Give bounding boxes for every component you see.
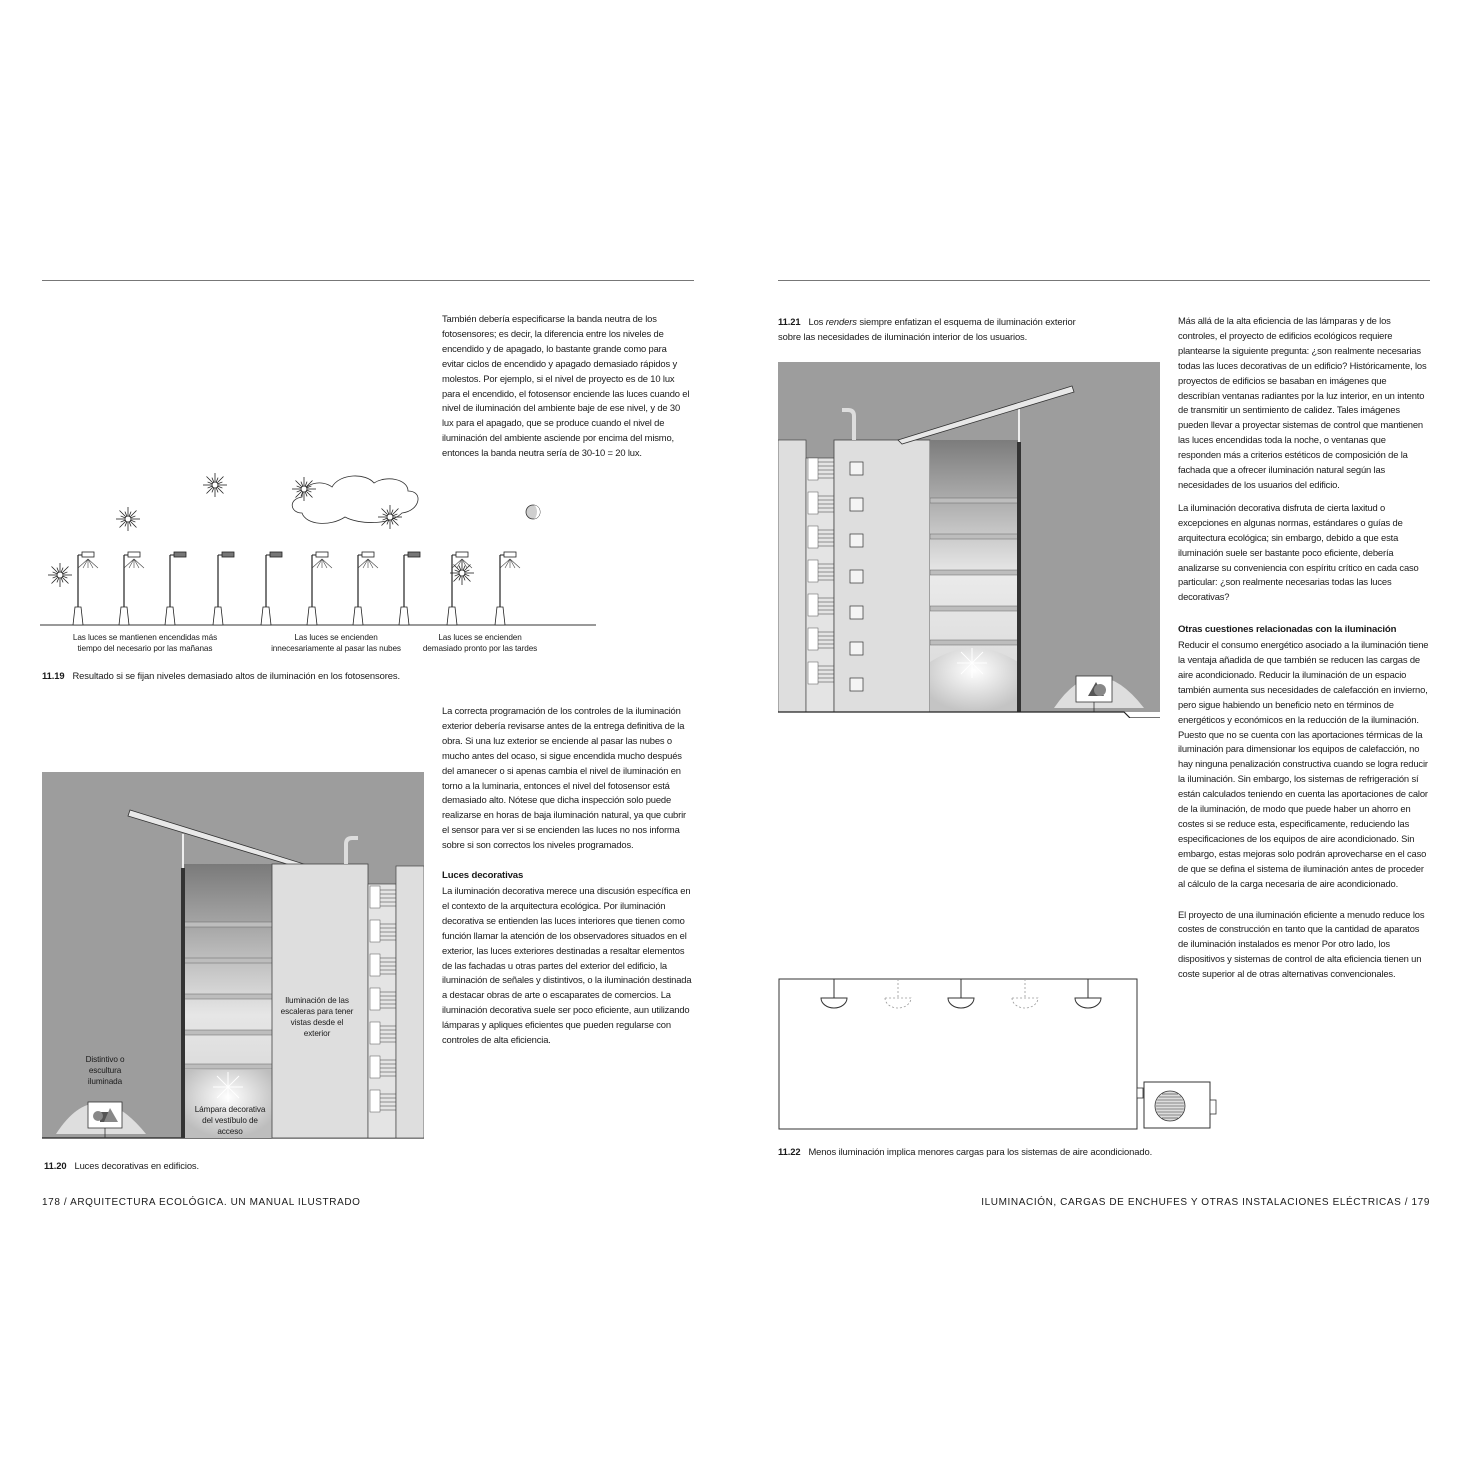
intro-paragraph — [442, 312, 690, 469]
figure-11-19-streetlights — [40, 455, 610, 635]
heading-decorative-lights: Luces decorativas — [442, 870, 524, 882]
streetlight-icon — [307, 552, 332, 625]
caption-11-19 — [42, 670, 400, 681]
window — [850, 606, 863, 619]
caption-11-20 — [44, 1160, 199, 1171]
streetlight-icon — [165, 552, 186, 625]
caption-emphasis: renders — [825, 316, 857, 327]
decorative-text: La iluminación decorativa merece una discusión específica en el contexto de la arquitectura ecológica. Por iluminación decorativa se entienden las luces interiores que tienen como función llamar la atención de los observadores situados en el exterior, las luces exteriores destinadas a resaltar elementos de las fachadas u otras partes del exterior del edificio, la iluminación de señales y distintivos, o la iluminación destinada a destacar obras de arte o escaparates de comercios. La iluminación decorativa suele ser poco eficiente, aun utilizando lámparas y apliques eficientes que pueden regularse con controles de alta eficiencia. — [442, 884, 692, 1046]
streetlight-icon — [495, 552, 520, 625]
label-sign: Distintivo o escultura iluminada — [85, 1055, 125, 1086]
caption-text-pre: Los — [808, 316, 826, 327]
paragraph-1: Más allá de la alta eficiencia de las lámparas y de los controles, el proyecto de edificios ecológicos requiere plantearse la siguiente pregunta: ¿son realmente necesarias todas las luces decorativas de un edificio? Históricamente, los proyectos de edificios se basaban en imágenes que describían ventanas radiantes por la luz interior, en un intento de transmitir un sentimiento de calidez. Tales imágenes pueden llevar a proyectar sistemas de control que mantienen las luces encendidas toda la noche, o ventanas que responden más a criterios estéticos de composición de la fachada que a ofrecer iluminación natural según las necesidades de los usuarios del edificio. — [1178, 315, 1427, 490]
streetlight-icon — [447, 552, 472, 625]
cloud-shape — [292, 476, 418, 523]
programming-paragraph — [442, 704, 692, 1056]
window — [850, 498, 863, 511]
paragraph-4: El proyecto de una iluminación eficiente a menudo reduce los costes de construcción en tanto que la cantidad de aparatos de iluminación instalados es menor Por otro lado, los dispositivos y sistemas de control de alta eficiencia tienen un coste superior al de otras alternativas convencionales. — [1178, 908, 1425, 980]
window — [850, 570, 863, 583]
label-morning: Las luces se mantienen encendidas más tiempo del necesario por las mañanas — [72, 633, 218, 653]
intro-text: También debería especificarse la banda neutra de los fotosensores; es decir, la diferencia entre los niveles de encendido y de apagado, lo bastante grande como para evitar ciclos de encendido y apagado demasiado rápidos y molestos. Por ejemplo, si el nivel de proyecto es de 10 lux para el encendido, el fotosensor enciende las luces cuando el nivel de iluminación del ambiente baje de ese nivel, y de 30 lux para el apagado, que se produce cuando el nivel de iluminación del ambiente asciende por encima del mismo, entonces la banda neutra sería de 30-10 = 20 lux. — [442, 313, 690, 459]
caption-text: Resultado si se fijan niveles demasiado altos de iluminación en los fotosensores. — [72, 670, 400, 681]
window — [850, 534, 863, 547]
figure-11-21-render — [778, 362, 1160, 718]
window — [850, 678, 863, 691]
footer-left: 178 / ARQUITECTURA ECOLÓGICA. UN MANUAL ILUSTRADO — [42, 1197, 361, 1208]
footer-right: ILUMINACIÓN, CARGAS DE ENCHUFES Y OTRAS INSTALACIONES ELÉCTRICAS / 179 — [981, 1197, 1430, 1208]
streetlight-icon — [399, 552, 420, 625]
top-rule-left — [42, 280, 694, 281]
sun-icon — [116, 507, 140, 531]
streetlight-icon — [213, 552, 234, 625]
label-clouds: Las luces se encienden innecesariamente al pasar las nubes — [271, 633, 401, 653]
caption-text-line2: sobre las necesidades de iluminación interior de los usuarios. — [778, 331, 1028, 342]
right-text-column — [1178, 314, 1430, 990]
top-rule-right — [778, 280, 1430, 281]
ac-fan-icon — [1155, 1091, 1185, 1121]
programming-text: La correcta programación de los controles de la iluminación exterior debería revisarse antes de la entrega definitiva de la obra. Si una luz exterior se enciende al pasar las nubes o mucho antes del ocaso, si sigue encendida mucho después del amanecer o si apenas cambia el nivel de iluminación en torno a la luminaria, entonces el nivel del fotosensor está demasiado alto. Nótese que dicha inspección solo puede realizarse en horas de baja iluminación natural, ya que cubrir el sensor para ver si se encienden las luces no nos informa sobre si son correctos los niveles programados. — [442, 705, 686, 851]
paragraph-3: Reducir el consumo energético asociado a la iluminación tiene la ventaja añadida de que también se reducen las cargas de aire acondicionado. Reducir la iluminación de un espacio también aumenta sus necesidades de calefacción en invierno, pero sigue habiendo un beneficio neto en términos de energéticos y económicos en la reducción de la iluminación. Puesto que no se cuenta con las aportaciones térmicas de la iluminación para dimensionar los equipos de calefacción, no hay ninguna penalización constructiva cuando se logra reducir la iluminación. Sin embargo, los sistemas de refrigeración sí están calculados teniendo en cuenta las aportaciones de calor de la iluminación, de modo que puede haber un ahorro en costes si se reduce esta, especificamente, reduciendo las especificaciones de los equipos de aire acondicionado. Sin embargo, estas mejoras solo podrán aprovecharse en el caso de que se defina el sistema de iluminación antes de proceder al cálculo de la carga necesaria de aire acondicionado. — [1178, 639, 1429, 889]
figure-number: 11.20 — [44, 1160, 67, 1171]
sun-icon — [48, 563, 72, 587]
sun-icon — [203, 473, 227, 497]
streetlight-icon — [119, 552, 144, 625]
figure-11-22-ac — [778, 976, 1220, 1132]
figure-number: 11.22 — [778, 1146, 801, 1157]
caption-text: Menos iluminación implica menores cargas para los sistemas de aire acondicionado. — [808, 1146, 1153, 1157]
streetlight-icon — [261, 552, 282, 625]
sun-icon — [292, 477, 316, 501]
label-lobby-lamp: Lámpara decorativa del vestíbulo de acceso — [194, 1105, 266, 1136]
caption-11-21 — [778, 314, 1076, 344]
window — [850, 462, 863, 475]
window — [850, 642, 863, 655]
caption-text: Luces decorativas en edificios. — [74, 1160, 200, 1171]
heading-other-issues: Otras cuestiones relacionadas con la iluminación — [1178, 624, 1397, 636]
lobby-lamp-icon — [957, 648, 987, 678]
sun-icon — [378, 505, 402, 529]
streetlight-icon — [73, 552, 98, 625]
lobby-lamp-icon — [213, 1072, 243, 1102]
caption-11-22 — [778, 1146, 1152, 1157]
figure-number: 11.21 — [778, 316, 801, 327]
paragraph-2: La iluminación decorativa disfruta de cierta laxitud o excepciones en algunas normas, estándares o guías de arquitectura ecológica; sin embargo, debido a que esta iluminación suele ser bastante poco eficiente, debería analizarse su conveniencia con espíritu crítico en cada caso particular: ¿son realmente necesarias todas las luces decorativas? — [1178, 501, 1419, 603]
figure-number: 11.19 — [42, 670, 65, 681]
caption-text-line1: siempre enfatizan el esquema de iluminación exterior — [856, 316, 1076, 327]
label-stairs: Iluminación de las escaleras para tener vistas desde el exterior — [280, 996, 354, 1038]
streetlight-icon — [353, 552, 378, 625]
label-evening: Las luces se encienden demasiado pronto por las tardes — [422, 633, 538, 653]
